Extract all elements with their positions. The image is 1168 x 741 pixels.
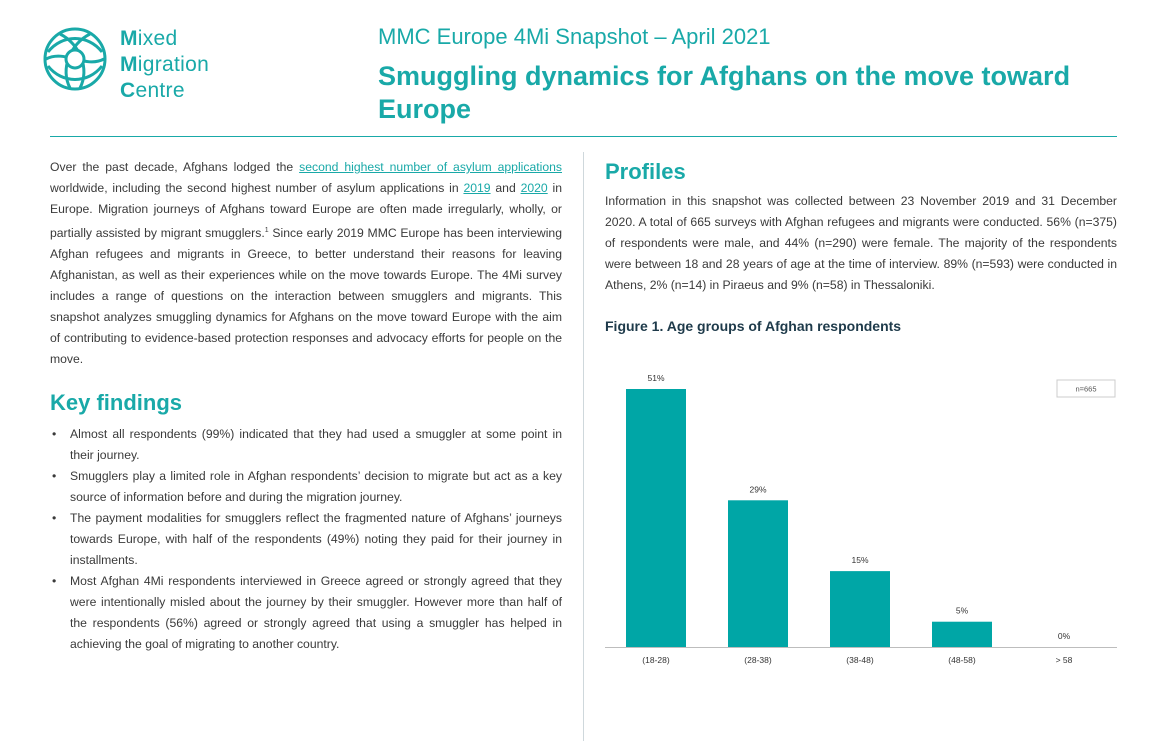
bar-value-label: 5% [955,605,969,616]
list-item: • The payment modalities for smugglers reflect the fragmented nature of Afghans’ journeys towards Europe, with half of the respondents (49%) noting they paid for their journey in installments. [52,511,562,567]
sample-size-label: n=665 [1075,384,1097,394]
list-item: • Smugglers play a limited role in Afghan respondents’ decision to migrate but act as a key source of information before and during the migration journey. [52,469,562,504]
link-2020[interactable]: 2020 [520,181,548,195]
age-groups-chart [605,360,1117,680]
chart-bar [626,389,686,647]
bar-value-label: 29% [749,484,767,495]
list-item: • Almost all respondents (99%) indicated that they had used a smuggler at some point in their journey. [52,427,562,462]
figure-title: Figure 1. Age groups of Afghan respondents [605,318,902,334]
list-item: • Most Afghan 4Mi respondents interviewed in Greece agreed or strongly agreed that they were intentionally misled about the journey by their smuggler. However more than half of the respondents (56%) agreed or strongly agreed that using a smuggler has helped in achieving the goal of migrating to another country. [52,574,562,651]
footnote-ref[interactable]: 1 [264,227,269,234]
key-findings-list [50,424,562,655]
category-tick-label: (18-28) [642,655,670,665]
chart-bar [830,571,890,647]
asylum-applications-link[interactable]: second highest number of asylum applications [299,160,562,174]
header-divider [50,136,1117,137]
profiles-heading: Profiles [605,159,686,184]
chart-bar [932,622,992,647]
bar-value-label: 51% [647,373,665,383]
bar-value-label: 0% [1057,631,1071,641]
intro-paragraph: Over the past decade, Afghans lodged the second highest number of asylum applications worldwide, including the second highest number of asylum applications in 2019 and 2020 in Europe. Migration journeys of Afghans toward Europe are often made irregularly, wholly, or partially assisted by migrant smugglers.$^1$ Since early 2019 MMC Europe has been interviewing Afghan refugees and migrants in Greece, to better understand their reasons for leaving Afghanistan, as well as their experiences while on the move towards Europe. The 4Mi survey includes a range of questions on the interaction between smugglers and migrants. This snapshot analyzes smuggling dynamics for Afghans on the move toward Europe with the aim of contributing to evidence-based protection responses and advocacy efforts for people on the move. [50,160,563,367]
logo-wordmark: Mixed Migration Centre [120,27,210,102]
category-tick-label: (38-48) [846,655,874,665]
header [0,0,1168,137]
bar-value-label: 15% [851,555,869,566]
intro-section [50,157,562,370]
link-2019[interactable]: 2019 [463,181,491,195]
profiles-paragraph: Information in this snapshot was collected between 23 November 2019 and 31 December 2020. A total of 665 surveys with Afghan refugees and migrants were conducted. 56% (n=375) of respondents were male, and 44% (n=290) were female. The majority of the respondents were between 18 and 28 years of age at the time of interview. 89% (n=593) were conducted in Athens, 2% (n=14) in Piraeus and 9% (n=58) in Thessaloniki. [605,194,1117,292]
column-divider [583,152,584,741]
page-title: Smuggling dynamics for Afghans on the move toward Europe [378,61,1071,124]
category-tick-label: (28-38) [744,655,772,665]
category-tick-label: > 58 [1055,655,1073,665]
category-tick-label: (48-58) [948,655,976,665]
chart-bar [728,500,788,647]
bar-chart [605,360,1117,680]
snapshot-label: MMC Europe 4Mi Snapshot – April 2021 [378,24,771,49]
key-findings-heading: Key findings [50,390,183,415]
network-sphere-icon [40,24,110,94]
mmc-logo [40,24,240,104]
